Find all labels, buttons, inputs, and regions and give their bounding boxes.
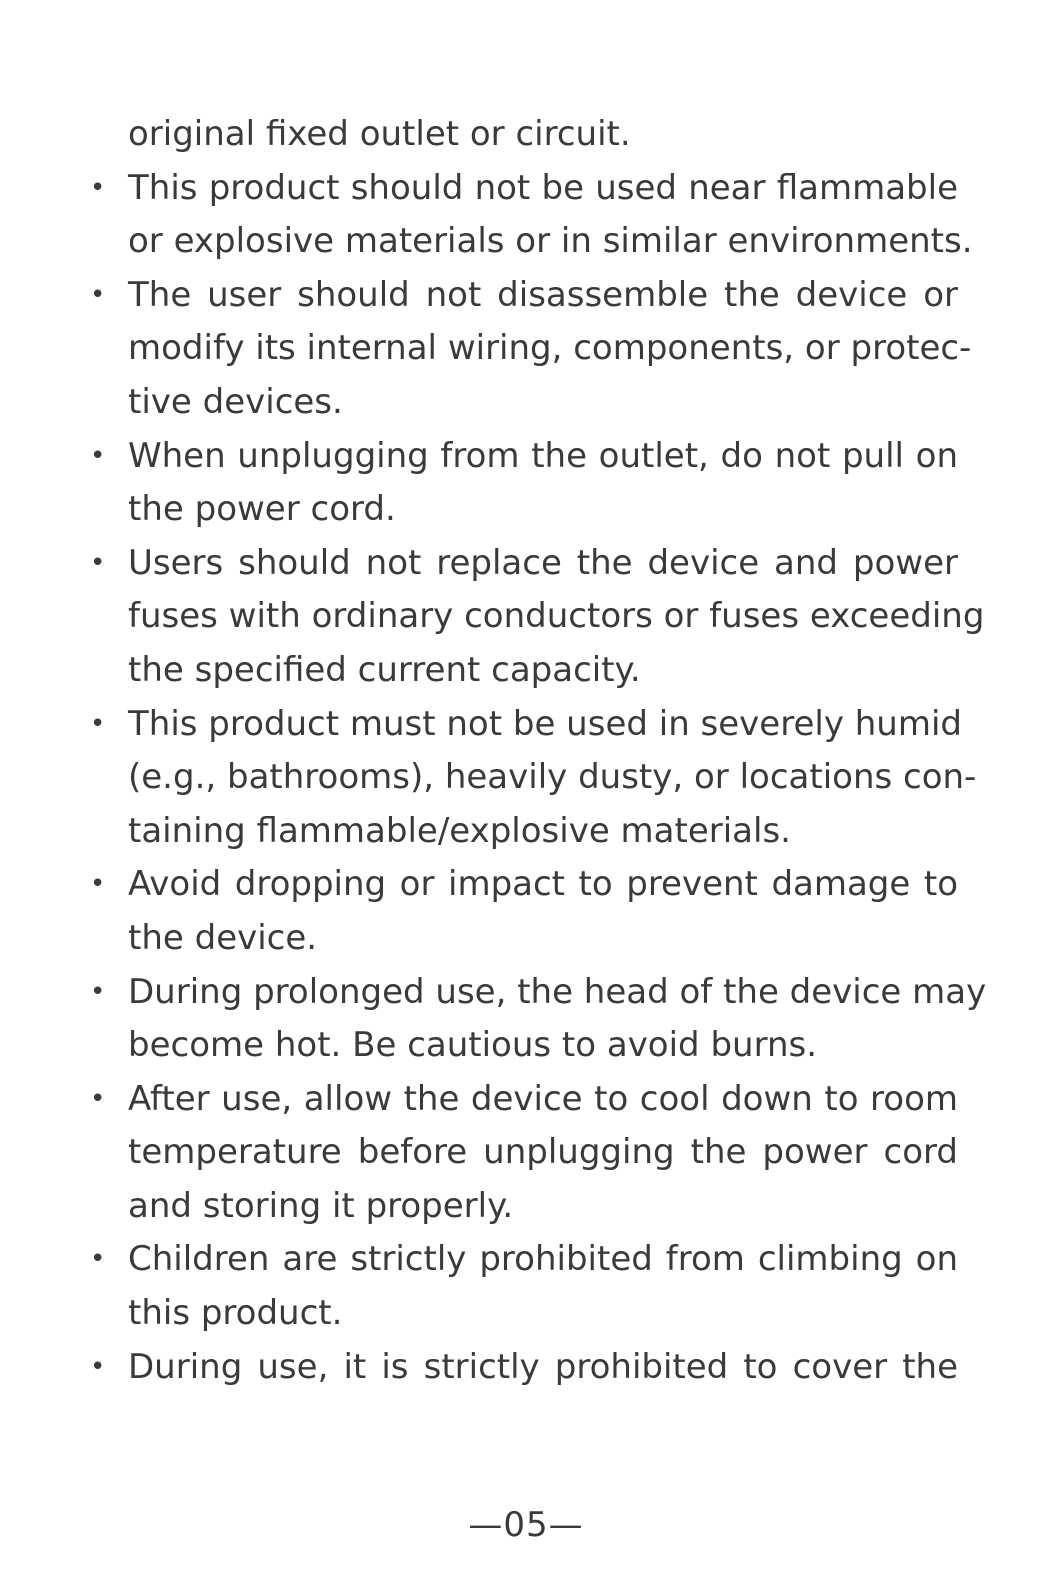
bullet-icon: • [90, 440, 106, 471]
list-item-line: or explosive materials or in similar environments. [128, 221, 973, 262]
bullet-icon: • [90, 1083, 106, 1114]
bullet-icon: • [90, 708, 106, 739]
list-item-line: • This product should not be used near flammable [88, 162, 958, 216]
list-item-line: modify its internal wiring, components, or protec- [128, 328, 972, 369]
list-item-line: fuses with ordinary conductors or fuses exceeding [128, 596, 985, 637]
list-item-line: temperature before unplugging the power cord [128, 1132, 958, 1173]
list-item-line: tive devices. [128, 381, 343, 422]
list-item-line: become hot. Be cautious to avoid burns. [128, 1025, 818, 1066]
list-item-line: taining flammable/explosive materials. [128, 810, 791, 851]
list-item-line: • After use, allow the device to cool down to room [88, 1073, 958, 1127]
bullet-icon: • [90, 869, 106, 900]
list-item [88, 537, 985, 698]
bullet-icon: • [90, 1244, 106, 1275]
list-item [88, 698, 977, 859]
list-item [88, 1233, 958, 1340]
list-item-line: • During prolonged use, the head of the device may [88, 966, 958, 1020]
list-item [88, 269, 972, 430]
bullet-icon: • [90, 547, 106, 578]
page-number: —05— [468, 1505, 584, 1545]
list-item-line: • Users should not replace the device and power [88, 537, 958, 591]
list-item [88, 162, 973, 269]
continuation-text: original fixed outlet or circuit. [128, 114, 631, 154]
list-item-line: this product. [128, 1293, 343, 1334]
list-item-line: • During use, it is strictly prohibited to cover the [88, 1341, 958, 1395]
list-item-line: the device. [128, 917, 318, 958]
list-item [88, 430, 958, 537]
bullet-icon: • [90, 1351, 106, 1382]
list-item-line: the specified current capacity. [128, 649, 641, 690]
list-item [88, 1073, 958, 1234]
list-item-line: • Children are strictly prohibited from climbing on [88, 1233, 958, 1287]
list-item [88, 966, 987, 1073]
list-item-line: • The user should not disassemble the device or [88, 269, 958, 323]
bullet-icon: • [90, 279, 106, 310]
list-item [88, 1341, 958, 1395]
list-item-line: and storing it properly. [128, 1185, 514, 1226]
list-item [88, 858, 958, 965]
bullet-icon: • [90, 976, 106, 1007]
list-item-line: • When unplugging from the outlet, do not pull on [88, 430, 958, 484]
list-item-line: • Avoid dropping or impact to prevent damage to [88, 858, 958, 912]
safety-instructions-list [88, 108, 987, 1394]
list-item-line: the power cord. [128, 489, 396, 530]
list-item-line: • This product must not be used in severely humid [88, 698, 958, 752]
bullet-icon: • [90, 172, 106, 203]
list-item-line: (e.g., bathrooms), heavily dusty, or locations con- [128, 757, 977, 798]
